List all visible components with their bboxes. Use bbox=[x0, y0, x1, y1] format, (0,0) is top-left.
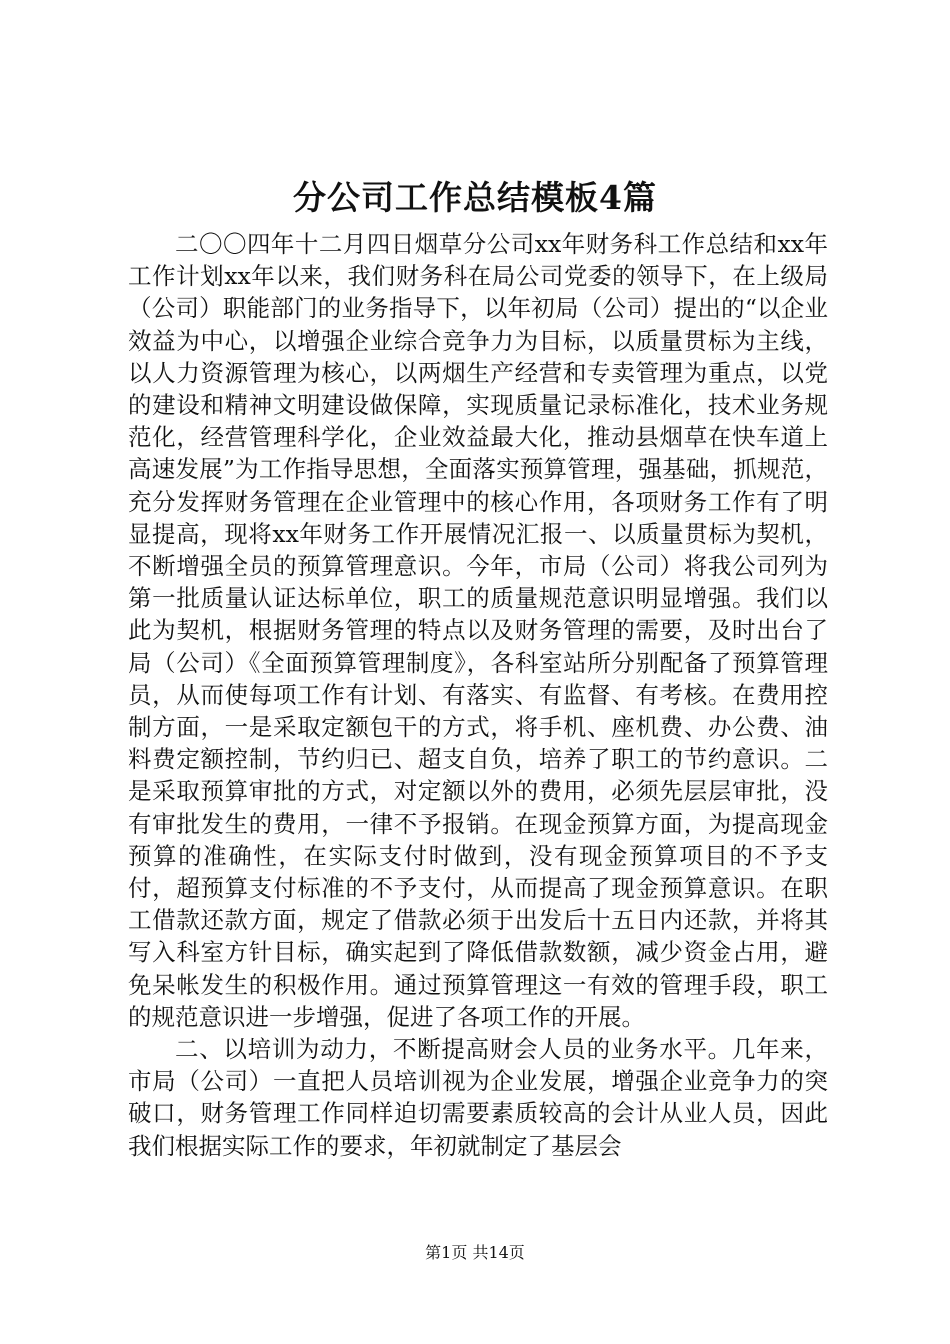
paragraph-1: 二〇〇四年十二月四日烟草分公司xx年财务科工作总结和xx年工作计划xx年以来，我们财务科在局公司党委的领导下，在上级局（公司）职能部门的业务指导下，以年初局（公司）提出的“以企业效益为中心，以增强企业综合竞争力为目标，以质量贯标为主线，以人力资源管理为核心，以两烟生产经营和专卖管理为重点，以党的建设和精神文明建设做保障，实现质量记录标准化，技术业务规范化，经营管理科学化，企业效益最大化，推动县烟草在快车道上高速发展”为工作指导思想，全面落实预算管理，强基础，抓规范，充分发挥财务管理在企业管理中的核心作用，各项财务工作有了明显提高，现将xx年财务工作开展情况汇报一、以质量贯标为契机，不断增强全员的预算管理意识。今年，市局（公司）将我公司列为第一批质量认证达标单位，职工的质量规范意识明显增强。我们以此为契机，根据财务管理的特点以及财务管理的需要，及时出台了局（公司）《全面预算管理制度》，各科室站所分别配备了预算管理员，从而使每项工作有计划、有落实、有监督、有考核。在费用控制方面，一是采取定额包干的方式，将手机、座机费、办公费、油料费定额控制，节约归已、超支自负，培养了职工的节约意识。二是采取预算审批的方式，对定额以外的费用，必须先层层审批，没有审批发生的费用，一律不予报销。在现金预算方面，为提高现金预算的准确性，在实际支付时做到，没有现金预算项目的不予支付，超预算支付标准的不予支付，从而提高了现金预算意识。在职工借款还款方面，规定了借款必须于出发后十五日内还款，并将其写入科室方针目标，确实起到了降低借款数额，减少资金占用，避免呆帐发生的积极作用。通过预算管理这一有效的管理手段，职工的规范意识进一步增强，促进了各项工作的开展。 bbox=[128, 230, 828, 1031]
document-title: 分公司工作总结模板4篇 bbox=[293, 178, 657, 217]
paragraph-2: 二、以培训为动力，不断提高财会人员的业务水平。几年来，市局（公司）一直把人员培训视为企业发展，增强企业竞争力的突破口，财务管理工作同样迫切需要素质较高的会计从业人员，因此我们根据实际工作的要求，年初就制定了基层会 bbox=[128, 1035, 828, 1160]
document-body bbox=[128, 228, 828, 1162]
page-footer: 第1页 共14页 bbox=[425, 1243, 525, 1262]
